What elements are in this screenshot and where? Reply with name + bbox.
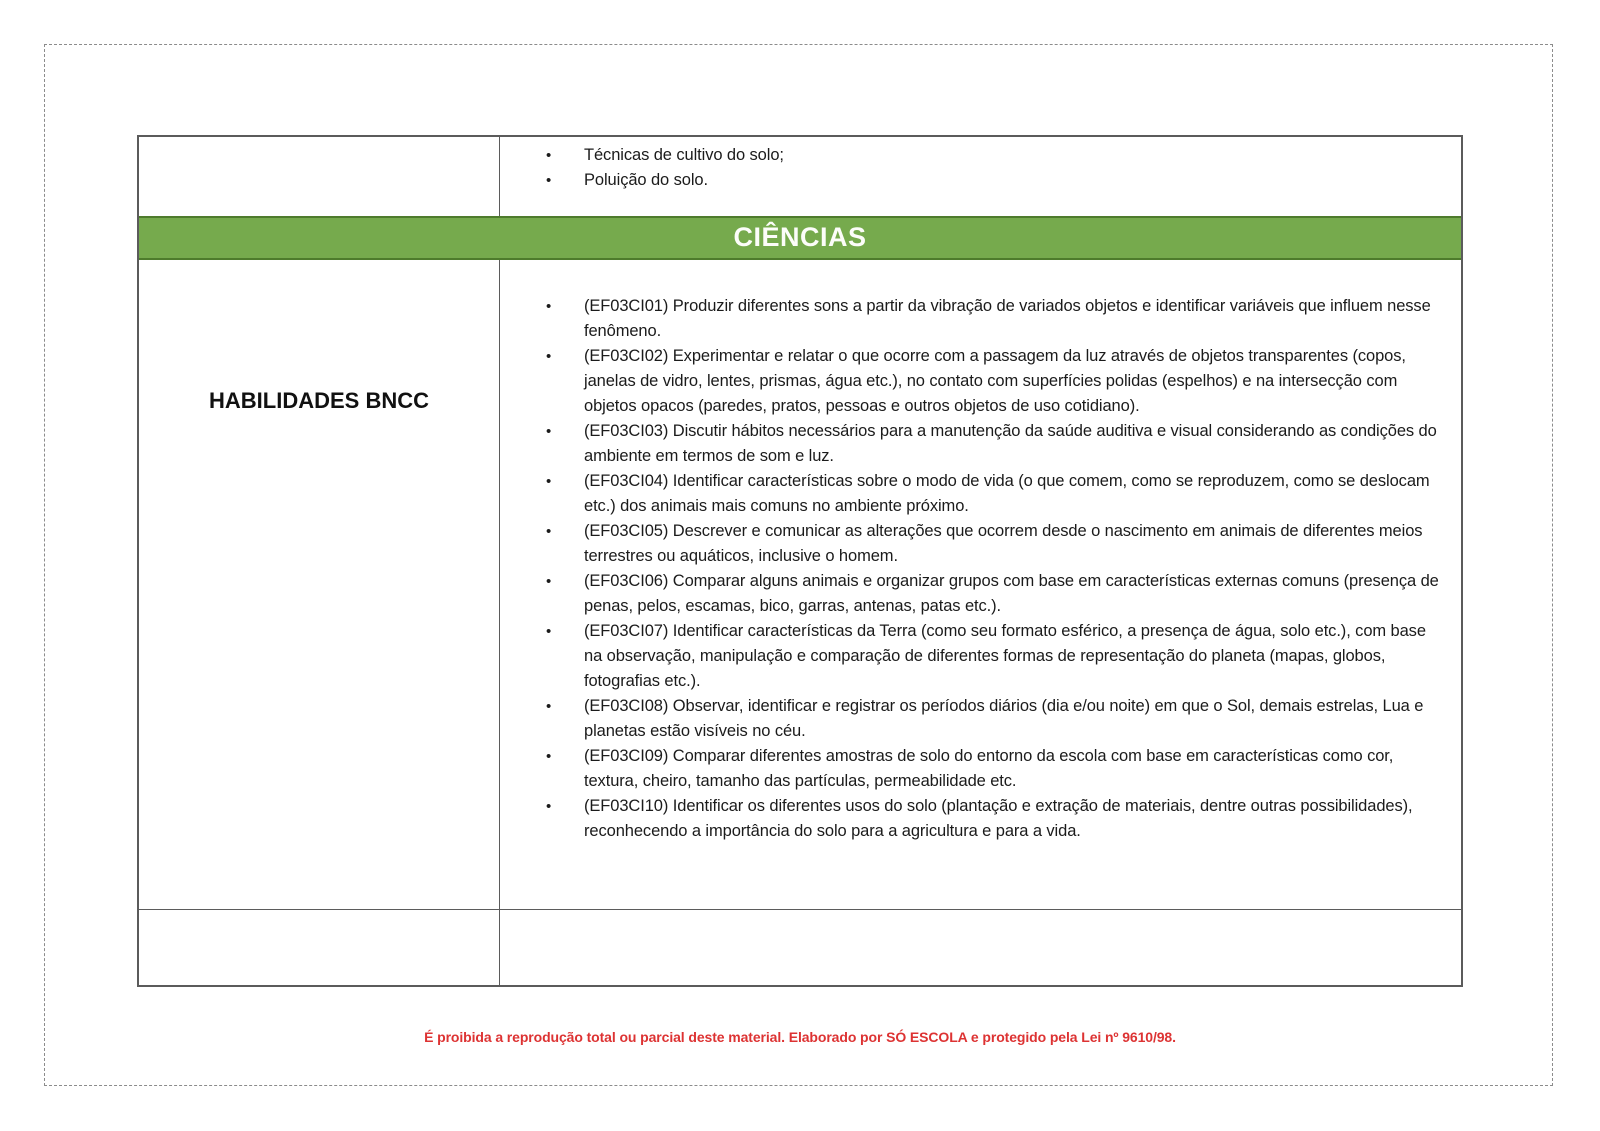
skill-text: (EF03CI09) Comparar diferentes amostras de solo do entorno da escola com base em características como cor, textura, cheiro, tamanho das partículas, permeabilidade etc. [584,747,1394,790]
topics-list [546,143,1437,193]
skill-text: (EF03CI01) Produzir diferentes sons a partir da vibração de variados objetos e identificar variáveis que influem nesse fenômeno. [584,297,1431,340]
skill-text: (EF03CI05) Descrever e comunicar as alterações que ocorrem desde o nascimento em animais de diferentes meios terrestres ou aquáticos, inclusive o homem. [584,522,1423,565]
topic-text: Técnicas de cultivo do solo; [584,146,784,164]
skill-text: (EF03CI06) Comparar alguns animais e organizar grupos com base em características externas comuns (presença de penas, pelos, escamas, bico, garras, antenas, patas etc.). [584,572,1439,615]
bullet-icon: • [546,423,552,440]
skill-text: (EF03CI02) Experimentar e relatar o que ocorre com a passagem da luz através de objetos transparentes (copos, janelas de vidro, lentes, prismas, água etc.), no contato com superfícies polidas (espelhos) e na intersecção com objetos opacos (paredes, pratos, pessoas e outros objetos de uso cotidiano). [584,347,1406,415]
bullet-icon: • [546,798,552,815]
table-row-empty [139,909,1461,985]
list-item [546,419,1439,469]
skill-text: (EF03CI04) Identificar características sobre o modo de vida (o que comem, como se reproduzem, como se deslocam etc.) dos animais mais comuns no ambiente próximo. [584,472,1430,515]
bullet-icon: • [546,147,552,164]
bullet-icon: • [546,698,552,715]
list-item [546,143,1437,168]
skills-list [546,294,1439,844]
empty-left-cell [139,910,500,985]
list-item [546,694,1439,744]
topics-empty-left-cell [139,137,500,216]
list-item [546,619,1439,694]
list-item [546,344,1439,419]
list-item [546,569,1439,619]
bullet-icon: • [546,623,552,640]
skill-text: (EF03CI10) Identificar os diferentes usos do solo (plantação e extração de materiais, dentre outras possibilidades), reconhecendo a importância do solo para a agricultura e para a vida. [584,797,1413,840]
table-row-topics [139,137,1461,216]
list-item [546,744,1439,794]
skill-text: (EF03CI08) Observar, identificar e registrar os períodos diários (dia e/ou noite) em que o Sol, demais estrelas, Lua e planetas estão visíveis no céu. [584,697,1424,740]
skills-cell [500,260,1461,909]
bullet-icon: • [546,298,552,315]
section-header-row [139,216,1461,260]
bullet-icon: • [546,573,552,590]
list-item [546,294,1439,344]
row-label: HABILIDADES BNCC [209,388,429,413]
bullet-icon: • [546,473,552,490]
list-item [546,794,1439,844]
topics-cell [500,137,1461,216]
bullet-icon: • [546,748,552,765]
empty-right-cell [500,910,1461,985]
list-item [546,469,1439,519]
bncc-table [137,135,1463,987]
habilidades-label-cell [139,260,500,909]
section-title: CIÊNCIAS [733,221,867,252]
list-item [546,168,1437,193]
topic-text: Poluição do solo. [584,171,708,189]
bullet-icon: • [546,348,552,365]
list-item [546,519,1439,569]
table-row-skills [139,260,1461,909]
copyright-notice: É proibida a reprodução total ou parcial deste material. Elaborado por SÓ ESCOLA e protegido pela Lei nº 9610/98. [424,1029,1176,1045]
skill-text: (EF03CI03) Discutir hábitos necessários para a manutenção da saúde auditiva e visual considerando as condições do ambiente em termos de som e luz. [584,422,1437,465]
bullet-icon: • [546,523,552,540]
bullet-icon: • [546,172,552,189]
skill-text: (EF03CI07) Identificar características da Terra (como seu formato esférico, a presença de água, solo etc.), com base na observação, manipulação e comparação de diferentes formas de representação do planeta (mapas, globos, fotografias etc.). [584,622,1426,690]
